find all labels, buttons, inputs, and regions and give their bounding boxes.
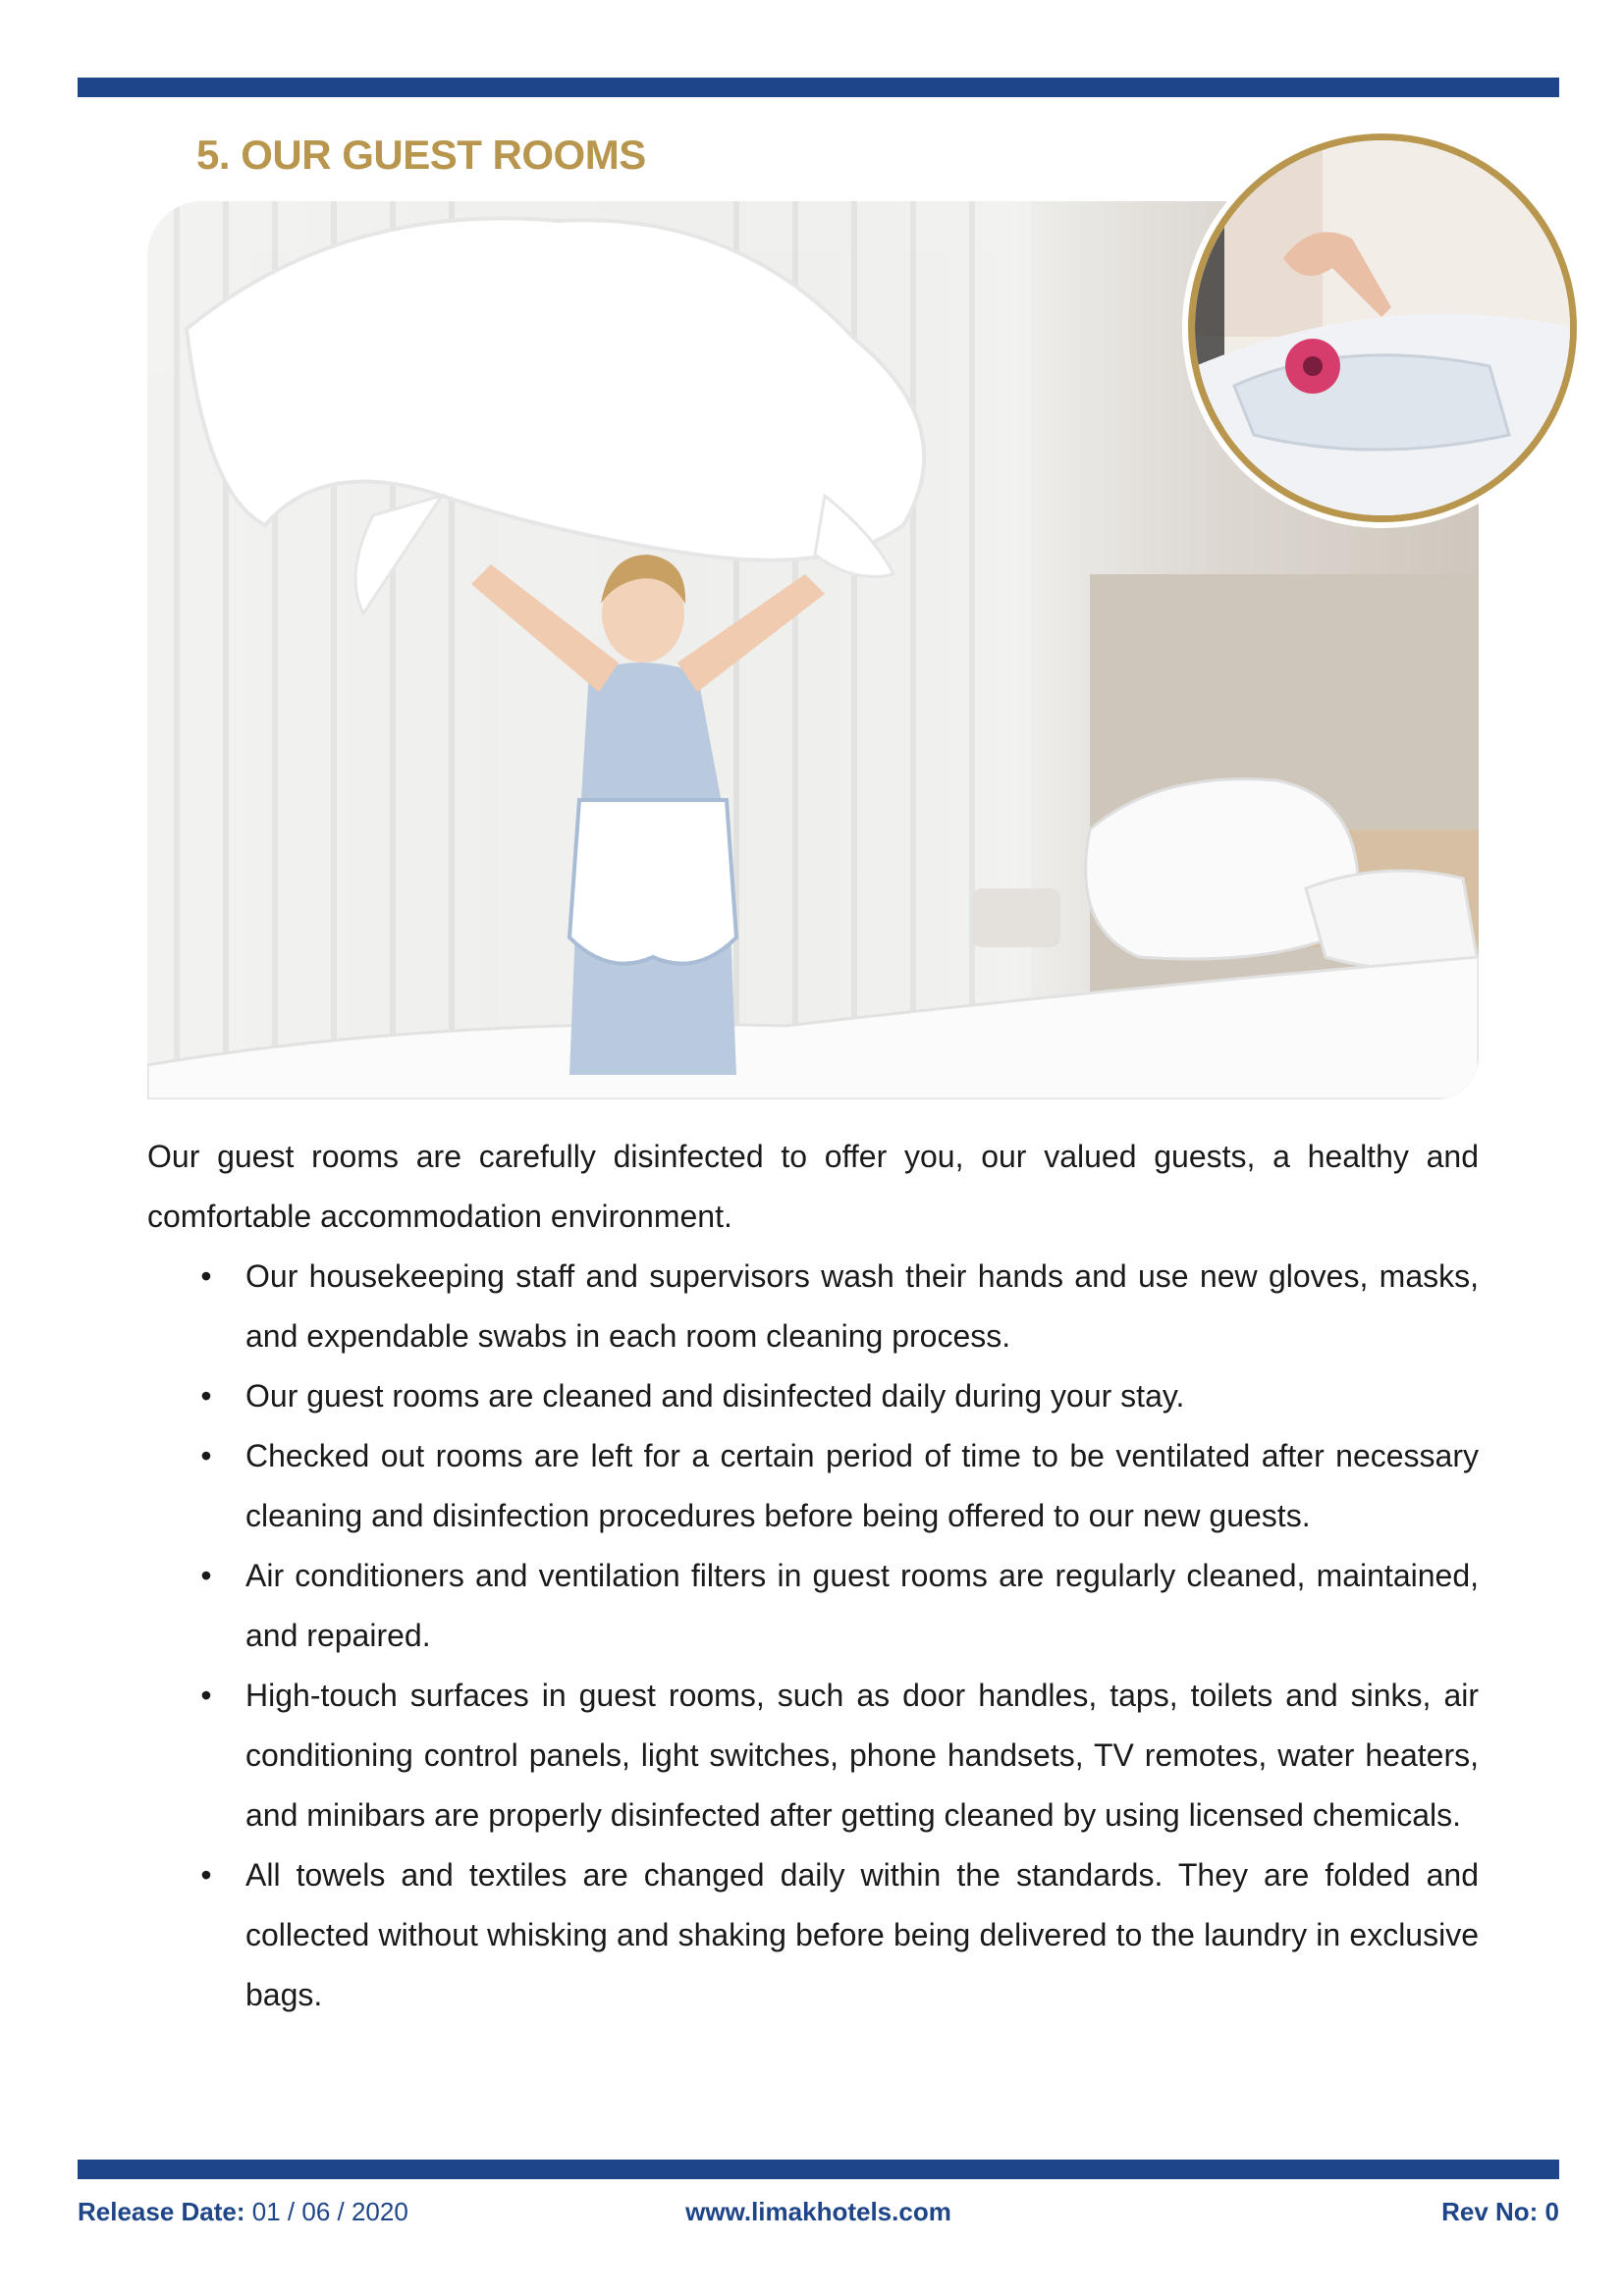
- top-rule: [78, 78, 1559, 97]
- measures-list: [147, 1247, 1479, 2025]
- bullet-icon: •: [200, 1438, 212, 1473]
- list-item: [147, 1366, 1479, 1426]
- bullet-icon: •: [200, 1678, 212, 1713]
- list-item: [147, 1666, 1479, 1845]
- release-date-value: 01 / 06 / 2020: [251, 2197, 408, 2226]
- list-item: [147, 1247, 1479, 1366]
- bullet-icon: •: [200, 1378, 212, 1414]
- revision-number: Rev No: 0: [1441, 2197, 1559, 2226]
- list-item-text: Checked out rooms are left for a certain period of time to be ventilated after necessary cleaning and disinfection procedures before being offered to our new guests.: [245, 1438, 1479, 1533]
- intro-paragraph: Our guest rooms are carefully disinfected to offer you, our valued guests, a healthy and comfortable accommodation environment.: [147, 1139, 1479, 1234]
- website-link[interactable]: www.limakhotels.com: [685, 2197, 951, 2226]
- list-item-text: Air conditioners and ventilation filters in guest rooms are regularly cleaned, maintained, and repaired.: [245, 1558, 1479, 1653]
- bullet-icon: •: [200, 1857, 212, 1893]
- bullet-icon: •: [200, 1258, 212, 1294]
- list-item-text: High-touch surfaces in guest rooms, such as door handles, taps, toilets and sinks, air conditioning control panels, light switches, phone handsets, TV remotes, water heaters, and minibars are properly disinfected after getting cleaned by using licensed chemicals.: [245, 1678, 1479, 1833]
- list-item: [147, 1546, 1479, 1666]
- list-item-text: Our housekeeping staff and supervisors wash their hands and use new gloves, masks, and expendable swabs in each room cleaning process.: [245, 1258, 1479, 1354]
- bottom-rule: [78, 2160, 1559, 2179]
- release-date-label: Release Date:: [78, 2197, 245, 2226]
- list-item: [147, 1845, 1479, 2025]
- section-title: 5. OUR GUEST ROOMS: [196, 132, 646, 178]
- page-footer: [78, 2197, 1559, 2236]
- list-item-text: Our guest rooms are cleaned and disinfected daily during your stay.: [245, 1378, 1185, 1414]
- list-item: [147, 1426, 1479, 1546]
- bullet-icon: •: [200, 1558, 212, 1593]
- inset-photo-flower-on-towel: [1188, 133, 1577, 522]
- list-item-text: All towels and textiles are changed daily within the standards. They are folded and collected without whisking and shaking before being delivered to the laundry in exclusive bags.: [245, 1857, 1479, 2012]
